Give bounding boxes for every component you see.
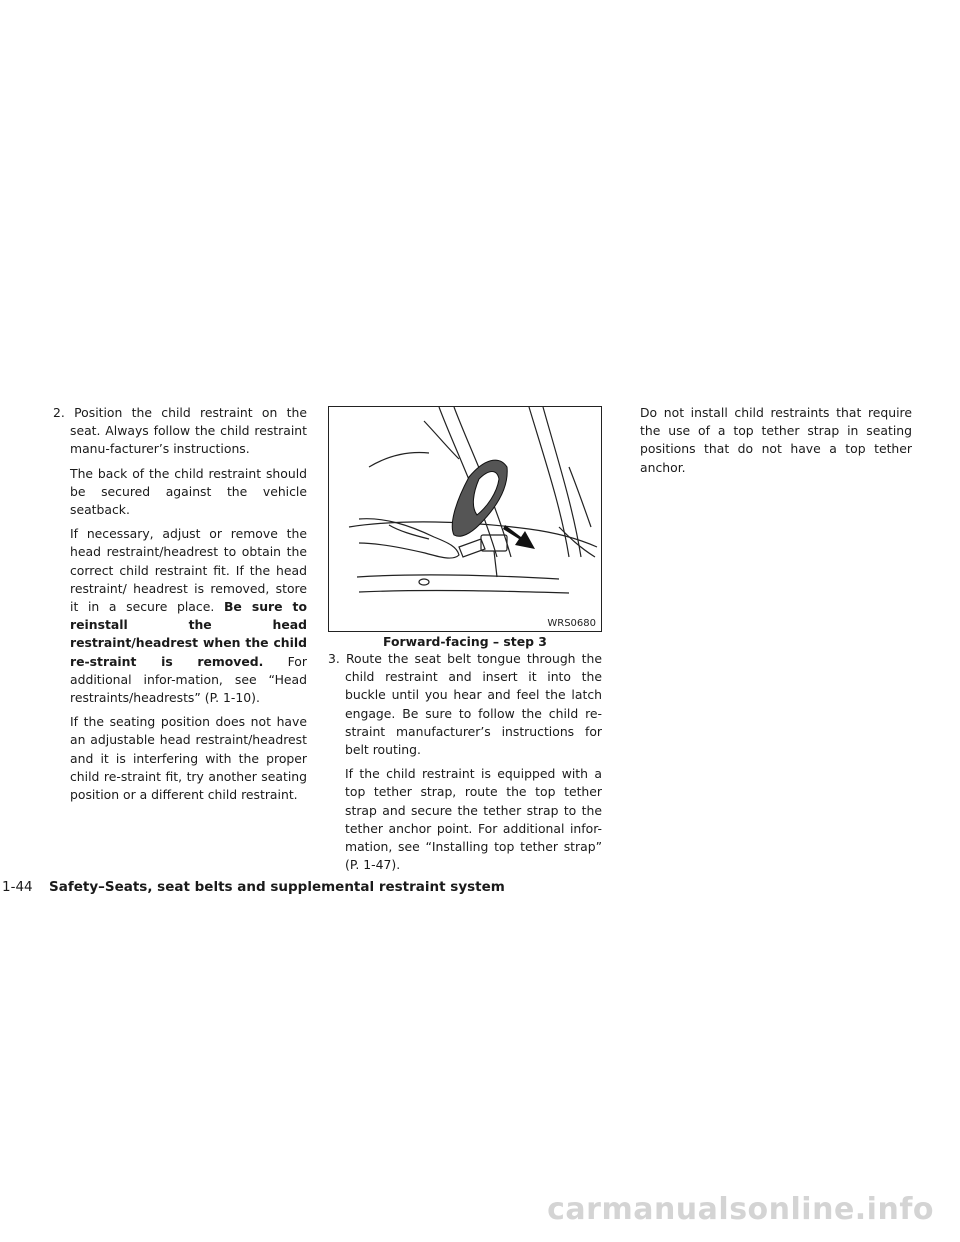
- column-right: [622, 404, 912, 483]
- paragraph-seatback: The back of the child restraint should be secured against the vehicle seatback.: [70, 465, 307, 518]
- step-2-text: 2. Position the child restraint on the seat. Always follow the child restraint manu-facturer’s instructions.: [53, 405, 307, 457]
- head-restraint-text-b: For additional infor-mation, see “Head restraints/headrests” (P. 1-10).: [70, 653, 307, 706]
- head-restraint-warning: Be sure to reinstall the head restraint/headrest when the child re-straint is removed.: [70, 599, 307, 669]
- paragraph-head-restraint: [53, 525, 307, 707]
- illustration-child-restraint: [328, 406, 602, 632]
- paragraph-seating-position: If the seating position does not have an adjustable head restraint/headrest and it is interfering with the proper child re-straint fit, try another seating position or a different child restraint.: [70, 714, 307, 803]
- head-restraint-text-a: If necessary, adjust or remove the head restraint/headrest to obtain the correct child restraint fit. If the head restraint/ headrest is removed, store it in a secure place.: [70, 526, 307, 615]
- figure-code: WRS0680: [547, 618, 596, 629]
- figure-caption: Forward-facing – step 3: [383, 634, 547, 649]
- step-3-text: 3. Route the seat belt tongue through the child restraint and insert it into the buckle until you hear and feel the latch engage. Be sure to follow the child re-straint manufacturer’s instructions for belt routing.: [328, 651, 602, 758]
- column-left: [53, 404, 307, 810]
- page-number: 1-44: [2, 879, 33, 895]
- paragraph-top-tether: If the child restraint is equipped with a top tether strap, route the top tether strap and secure the tether strap to the tether anchor point. For additional infor-mation, see “Installing top tether strap” (P. 1-47).: [345, 766, 602, 873]
- watermark-logo: carmanualsonline.info: [547, 1192, 934, 1227]
- paragraph-tether-anchor: Do not install child restraints that require the use of a top tether strap in seating positions that do not have a top tether anchor.: [640, 405, 912, 475]
- illustration-drawing: [329, 407, 602, 632]
- section-title: Safety–Seats, seat belts and supplemental restraint system: [49, 879, 505, 895]
- column-middle: [328, 650, 602, 880]
